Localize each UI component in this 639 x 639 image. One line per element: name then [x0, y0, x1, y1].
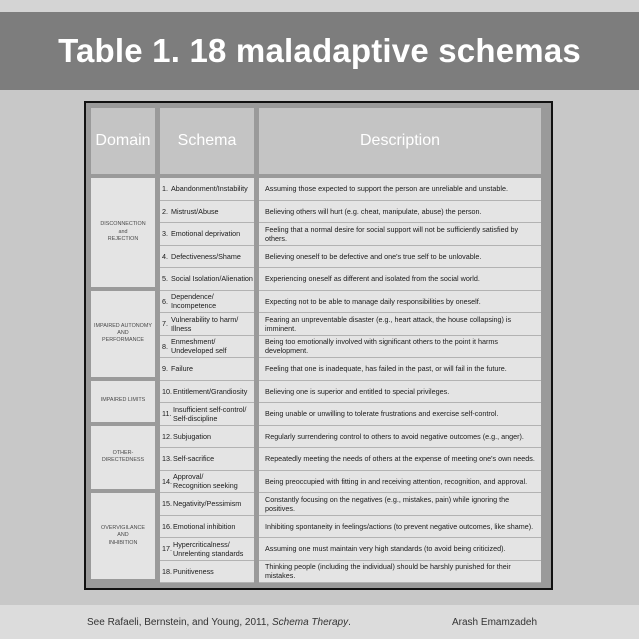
header-description: Description	[259, 108, 541, 174]
description-cell: Being preoccupied with fitting in and receiving attention, recognition, and approval.	[259, 471, 541, 494]
schema-name: Defectiveness/Shame	[171, 251, 241, 261]
header-domain: Domain	[91, 108, 155, 174]
schema-cell	[160, 313, 254, 336]
schema-number: 2.	[162, 206, 168, 216]
description-cell: Inhibiting spontaneity in feelings/actions (to prevent negative outcomes, like shame).	[259, 516, 541, 539]
footer	[0, 605, 639, 639]
schema-cell	[160, 201, 254, 224]
schema-name: Enmeshment/ Undeveloped self	[171, 337, 227, 356]
schema-name: Entitlement/Grandiosity	[173, 386, 248, 396]
schema-cell	[160, 358, 254, 381]
description-cell: Regularly surrendering control to others to avoid negative outcomes (e.g., anger).	[259, 426, 541, 449]
title-banner	[0, 12, 639, 90]
domain-cell: IMPAIRED LIMITS	[91, 381, 155, 422]
schema-cell	[160, 403, 254, 426]
schema-cell	[160, 516, 254, 539]
schema-cell	[160, 448, 254, 471]
description-cell: Believing oneself to be defective and one's true self to be unlovable.	[259, 246, 541, 269]
schema-name: Insufficient self-control/ Self-discipline	[173, 404, 247, 423]
description-cell: Assuming those expected to support the person are unreliable and unstable.	[259, 178, 541, 201]
schema-number: 17.	[162, 544, 172, 554]
schema-cell	[160, 561, 254, 584]
schema-name: Dependence/ Incompetence	[171, 292, 217, 311]
citation: See Rafaeli, Bernstein, and Young, 2011, Schema Therapy.	[87, 617, 351, 628]
page-title: Table 1. 18 maladaptive schemas	[58, 32, 581, 69]
description-cell: Expecting not to be able to manage daily responsibilities by oneself.	[259, 291, 541, 314]
schema-cell	[160, 336, 254, 359]
domain-cell: OVERVIGILANCE AND INHIBITION	[91, 493, 155, 579]
schema-name: Abandonment/Instability	[171, 184, 248, 194]
schema-number: 9.	[162, 364, 168, 374]
schema-name: Vulnerability to harm/ Illness	[171, 314, 239, 333]
schema-number: 16.	[162, 521, 172, 531]
schema-name: Negativity/Pessimism	[173, 499, 242, 509]
schema-number: 4.	[162, 251, 168, 261]
schema-number: 12.	[162, 431, 172, 441]
schema-number: 13.	[162, 454, 172, 464]
citation-title: Schema Therapy	[271, 617, 349, 628]
description-cell: Assuming one must maintain very high standards (to avoid being criticized).	[259, 538, 541, 561]
schema-name: Self-sacrifice	[173, 454, 215, 464]
description-cell: Being too emotionally involved with significant others to the point it harms development.	[259, 336, 541, 359]
schema-number: 7.	[162, 319, 168, 329]
description-cell: Constantly focusing on the negatives (e.g., mistakes, pain) while ignoring the positives.	[259, 493, 541, 516]
author: Arash Emamzadeh	[452, 617, 538, 628]
description-cell: Feeling that a normal desire for social support will not be sufficiently satisfied by others.	[259, 223, 541, 246]
description-cell: Experiencing oneself as different and isolated from the social world.	[259, 268, 541, 291]
schema-name: Punitiveness	[173, 566, 214, 576]
table-grid	[91, 108, 541, 583]
description-cell: Repeatedly meeting the needs of others at the expense of meeting one's own needs.	[259, 448, 541, 471]
schema-number: 6.	[162, 296, 168, 306]
schema-table	[84, 101, 553, 590]
schema-number: 14.	[162, 476, 172, 486]
schema-number: 3.	[162, 229, 168, 239]
schema-number: 8.	[162, 341, 168, 351]
schema-name: Emotional inhibition	[173, 521, 236, 531]
domain-cell: OTHER- DIRECTEDNESS	[91, 426, 155, 490]
schema-cell	[160, 471, 254, 494]
schema-name: Emotional deprivation	[171, 229, 241, 239]
description-cell: Feeling that one is inadequate, has failed in the past, or will fail in the future.	[259, 358, 541, 381]
schema-cell	[160, 538, 254, 561]
domain-cell: DISCONNECTION and REJECTION	[91, 178, 155, 287]
schema-number: 18.	[162, 566, 172, 576]
header-schema: Schema	[160, 108, 254, 174]
schema-cell	[160, 268, 254, 291]
schema-number: 5.	[162, 274, 168, 284]
schema-number: 15.	[162, 499, 172, 509]
description-cell: Believing others will hurt (e.g. cheat, manipulate, abuse) the person.	[259, 201, 541, 224]
description-cell: Fearing an unpreventable disaster (e.g., heart attack, the house collapsing) is imminent.	[259, 313, 541, 336]
schema-number: 11.	[162, 409, 172, 419]
top-strip	[0, 0, 639, 12]
schema-cell	[160, 223, 254, 246]
schema-name: Mistrust/Abuse	[171, 206, 219, 216]
description-cell: Being unable or unwilling to tolerate frustrations and exercise self-control.	[259, 403, 541, 426]
schema-name: Hypercriticalness/ Unrelenting standards	[173, 539, 244, 558]
schema-cell	[160, 246, 254, 269]
schema-cell	[160, 381, 254, 404]
schema-name: Failure	[171, 364, 193, 374]
schema-number: 10.	[162, 386, 172, 396]
schema-name: Subjugation	[173, 431, 211, 441]
schema-name: Social Isolation/Alienation	[171, 274, 253, 284]
schema-number: 1.	[162, 184, 168, 194]
domain-cell: IMPAIRED AUTONOMY AND PERFORMANCE	[91, 291, 155, 377]
schema-cell	[160, 178, 254, 201]
schema-name: Approval/ Recognition seeking	[173, 472, 238, 491]
schema-cell	[160, 426, 254, 449]
schema-cell	[160, 291, 254, 314]
description-cell: Thinking people (including the individual) should be harshly punished for their mistakes.	[259, 561, 541, 584]
description-cell: Believing one is superior and entitled to special privileges.	[259, 381, 541, 404]
schema-cell	[160, 493, 254, 516]
